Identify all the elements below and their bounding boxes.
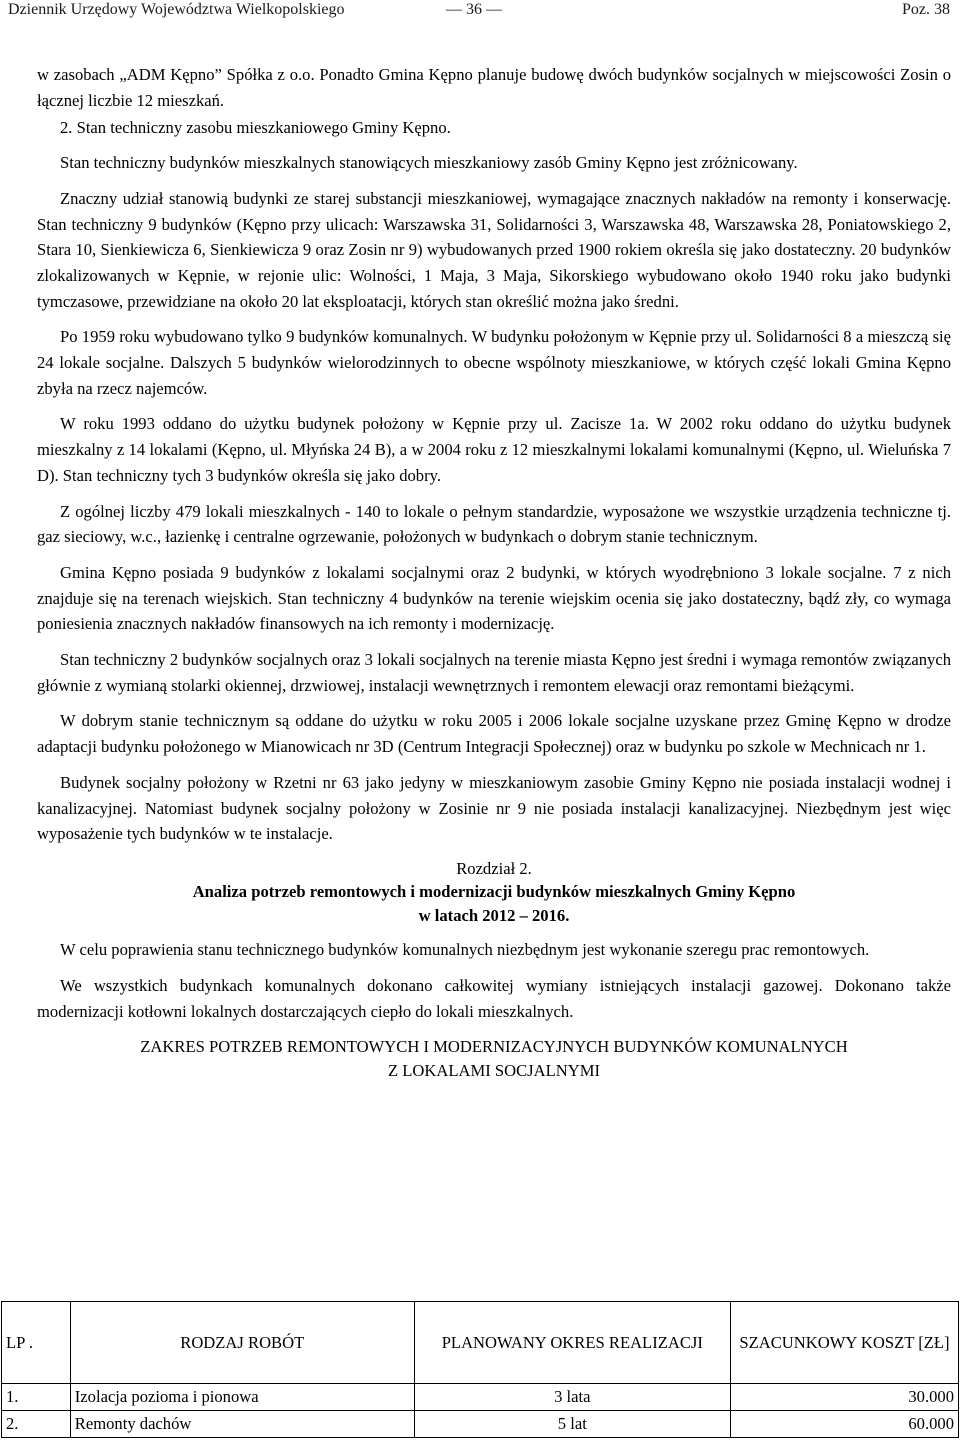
table-title-line-1: ZAKRES POTRZEB REMONTOWYCH I MODERNIZACYJNYCH BUDYNKÓW KOMUNALNYCH xyxy=(140,1036,848,1056)
table-row xyxy=(2,1411,959,1438)
paragraph: Stan techniczny 2 budynków socjalnych oraz 3 lokali socjalnych na terenie miasta Kępno jest średni i wymaga remontów związanych głównie z wymianą stolarki okiennej, drzwiowej, instalacji wewnętrznych i remontem elewacji oraz remontami bieżącymi. xyxy=(37,650,951,695)
paragraph: W dobrym stanie technicznym są oddane do użytku w roku 2005 i 2006 lokale socjalne uzyskane przez Gminę Kępno w drodze adaptacji budynku położonego w Mianowicach nr 3D (Centrum Integracji Społecznej) oraz w budynku po szkole w Mechnicach nr 1. xyxy=(37,711,951,757)
table-row xyxy=(2,1384,959,1411)
position-number: Poz. 38 xyxy=(902,1,950,18)
cell-lp: 2. xyxy=(2,1411,71,1438)
cell-lp: 1. xyxy=(2,1384,71,1411)
paragraph: Po 1959 roku wybudowano tylko 9 budynków komunalnych. W budynku położonym w Kępnie przy ul. Solidarności 8 a mieszczą się 24 lokale socjalne. Dalszych 5 budynków wielorodzinnych to obecne wspólnoty mieszkaniowe, w których część lokali Gmina Kępno zbyła na rzecz najemców. xyxy=(37,327,951,398)
cell-cost: 30.000 xyxy=(730,1384,958,1411)
header-lp: LP . xyxy=(2,1302,71,1384)
journal-title: Dziennik Urzędowy Województwa Wielkopolskiego xyxy=(8,1,345,18)
header-cost: SZACUNKOWY KOSZT [ZŁ] xyxy=(730,1302,958,1384)
paragraph: Z ogólnej liczby 479 lokali mieszkalnych - 140 to lokale o pełnym standardzie, wyposażone we wszystkie urządzenia techniczne tj. gaz sieciowy, w.c., łazienkę i centralne ogrzewanie, położonych w budynkach o dobrym stanie technicznym. xyxy=(37,501,951,547)
header-period: PLANOWANY OKRES REALIZACJI xyxy=(414,1302,730,1384)
paragraph: Znaczny udział stanowią budynki ze starej substancji mieszkaniowej, wymagające znacznych nakładów na remonty i konserwację. Stan techniczny 9 budynków (Kępno przy ulicach: Warszawska 31, Solidarności 3, Warszawska 48, Warszawska 28, Poniatowskiego 2, Stara 10, Sienkiewicza 6, Sienkiewicza 9 oraz Zosin nr 9) wybudowanych przed 1900 rokiem określa się jako dostateczny. 20 budynków zlokalizowanych w Kępnie, w rejonie ulic: Wolności, 1 Maja, 3 Maja, Sikorskiego wybudowano około 1940 roku jako budynki tymczasowe, przewidziane na około 20 lat eksploatacji, których stan określić można jako średni. xyxy=(37,188,951,311)
paragraph: W celu poprawienia stanu technicznego budynków komunalnych niezbędnym jest wykonanie szeregu prac remontowych. xyxy=(60,940,870,960)
cell-work-type: Remonty dachów xyxy=(70,1411,414,1438)
cell-period: 5 lat xyxy=(414,1411,730,1438)
chapter-heading xyxy=(37,857,951,928)
table-header-row xyxy=(2,1302,959,1384)
cell-period: 3 lata xyxy=(414,1384,730,1411)
cell-cost: 60.000 xyxy=(730,1411,958,1438)
paragraph: w zasobach „ADM Kępno” Spółka z o.o. Ponadto Gmina Kępno planuje budowę dwóch budynków socjalnych w miejscowości Zosin o łącznej liczbie 12 mieszkań. xyxy=(37,65,951,110)
paragraph: Stan techniczny budynków mieszkalnych stanowiących mieszkaniowy zasób Gminy Kępno jest zróżnicowany. xyxy=(60,153,798,173)
paragraph: Budynek socjalny położony w Rzetni nr 63 jako jedyny w mieszkaniowym zasobie Gminy Kępno nie posiada instalacji wodnej i kanalizacyjnej. Natomiast budynek socjalny położony w Zosinie nr 9 nie posiada instalacji kanalizacyjnej. Niezbędnym jest więc wyposażenie tych budynków w te instalacje. xyxy=(37,772,951,844)
page-header xyxy=(8,0,952,20)
chapter-number: Rozdział 2. xyxy=(456,858,532,878)
paragraph: W roku 1993 oddano do użytku budynek położony w Kępnie przy ul. Zacisze 1a. W 2002 roku oddano do użytku budynek mieszkalny z 14 lokalami (Kępno, ul. Młyńska 24 B), a w 2004 roku z 12 mieszkalnymi lokalami komunalnymi (Kępno, ul. Wieluńska 7 D). Stan techniczny tych 3 budynków określa się jako dobry. xyxy=(37,414,951,485)
paragraph: We wszystkich budynkach komunalnych dokonano całkowitej wymiany istniejących instalacji gazowej. Dokonano także modernizacji kotłowni lokalnych dostarczających ciepło do lokali mieszkalnych. xyxy=(37,976,951,1021)
chapter-title-years: w latach 2012 – 2016. xyxy=(418,905,570,925)
cell-work-type: Izolacja pozioma i pionowa xyxy=(70,1384,414,1411)
table-title-line-2: Z LOKALAMI SOCJALNYMI xyxy=(387,1060,601,1080)
header-work-type: RODZAJ ROBÓT xyxy=(70,1302,414,1384)
section-heading: 2. Stan techniczny zasobu mieszkaniowego Gminy Kępno. xyxy=(60,118,451,138)
chapter-title: Analiza potrzeb remontowych i modernizacji budynków mieszkalnych Gminy Kępno xyxy=(192,882,796,902)
page-number: — 36 — xyxy=(446,1,502,18)
table-title xyxy=(37,1035,951,1083)
document-body xyxy=(37,62,951,1083)
paragraph: Gmina Kępno posiada 9 budynków z lokalami socjalnymi oraz 2 budynki, w których wyodrębniono 3 lokale socjalne. 7 z nich znajduje się na terenach wiejskich. Stan techniczny 4 budynków na terenie wiejskim ocenia się jako dostateczny, bądź zły, co wymaga poniesienia znacznych nakładów finansowych na ich remonty i modernizację. xyxy=(37,562,951,634)
repair-needs-table xyxy=(1,1301,959,1438)
